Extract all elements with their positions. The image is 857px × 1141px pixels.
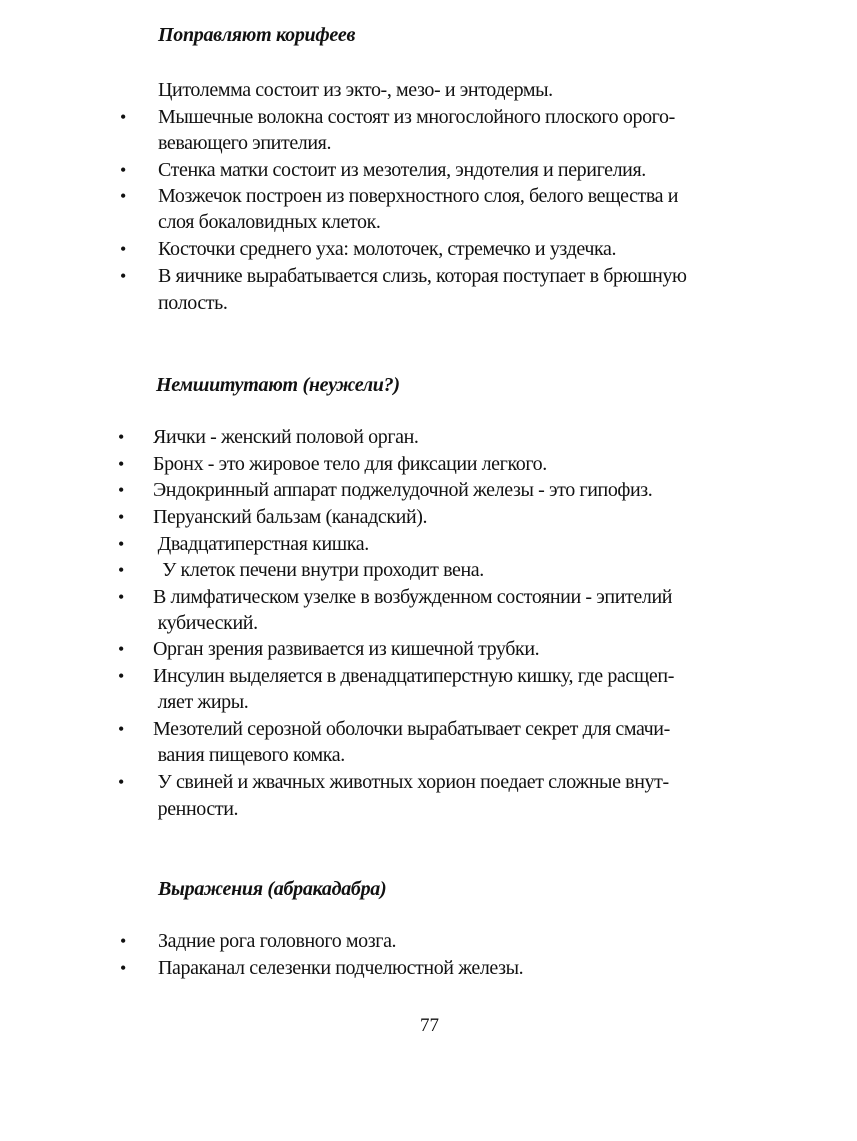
bullet-icon: •: [118, 666, 125, 686]
bullet-icon: •: [120, 958, 127, 978]
list-item-line: вания пищевого комка.: [153, 744, 345, 766]
section-heading-3: Выражения (абракадабра): [158, 878, 387, 900]
bullet-icon: •: [118, 639, 125, 659]
list-item-line: кубический.: [153, 612, 258, 634]
bullet-icon: •: [118, 454, 125, 474]
list-item-line: ренности.: [153, 798, 239, 820]
list-item-line: У свиней и жвачных животных хорион поедает сложные внут-: [153, 771, 669, 793]
bullet-icon: •: [118, 427, 125, 447]
bullet-icon: •: [118, 480, 125, 500]
list-item-line: У клеток печени внутри проходит вена.: [153, 559, 484, 581]
list-item-line: Мозжечок построен из поверхностного слоя, белого вещества и: [158, 185, 679, 207]
list-item-line: Косточки среднего уха: молоточек, стремечко и уздечка.: [158, 238, 617, 260]
list-item-line: полость.: [158, 292, 228, 314]
list-item-line: Задние рога головного мозга.: [158, 930, 397, 952]
list-item-line: Перуанский бальзам (канадский).: [153, 506, 428, 528]
list-item-line: Инсулин выделяется в двенадцатиперстную кишку, где расщеп-: [153, 665, 674, 687]
list-item-line: ляет жиры.: [153, 691, 249, 713]
list-item-line: Мышечные волокна состоят из многослойного плоского орого-: [158, 106, 675, 128]
bullet-icon: •: [118, 772, 125, 792]
list-item-line: В яичнике вырабатывается слизь, которая поступает в брюшную: [158, 265, 687, 287]
page-number: 77: [420, 1015, 439, 1036]
list-item-line: В лимфатическом узелке в возбужденном состоянии - эпителий: [153, 586, 673, 608]
bullet-icon: •: [118, 560, 125, 580]
bullet-icon: •: [120, 931, 127, 951]
bullet-icon: •: [120, 239, 127, 259]
bullet-icon: •: [120, 160, 127, 180]
list-item-line: Яички - женский половой орган.: [153, 426, 419, 448]
bullet-icon: •: [120, 186, 127, 206]
bullet-icon: •: [118, 587, 125, 607]
list-item-line: Эндокринный аппарат поджелудочной железы - это гипофиз.: [153, 479, 653, 501]
bullet-icon: •: [120, 107, 127, 127]
list-item-line: Стенка матки состоит из мезотелия, эндотелия и перигелия.: [158, 159, 646, 181]
bullet-icon: •: [118, 534, 125, 554]
section-heading-2: Немшитутают (неужели?): [156, 374, 400, 396]
list-item-line: Параканал селезенки подчелюстной железы.: [158, 957, 524, 979]
bullet-icon: •: [118, 719, 125, 739]
section-intro-1: Цитолемма состоит из экто-, мезо- и энтодермы.: [158, 79, 553, 101]
bullet-icon: •: [118, 507, 125, 527]
bullet-icon: •: [120, 266, 127, 286]
list-item-line: Орган зрения развивается из кишечной трубки.: [153, 638, 540, 660]
list-item-line: Двадцатиперстная кишка.: [153, 533, 369, 555]
section-heading-1: Поправляют корифеев: [158, 24, 356, 46]
list-item-line: Бронх - это жировое тело для фиксации легкого.: [153, 453, 547, 475]
list-item-line: слоя бокаловидных клеток.: [158, 211, 381, 233]
list-item-line: Мезотелий серозной оболочки вырабатывает секрет для смачи-: [153, 718, 670, 740]
list-item-line: вевающего эпителия.: [158, 132, 332, 154]
